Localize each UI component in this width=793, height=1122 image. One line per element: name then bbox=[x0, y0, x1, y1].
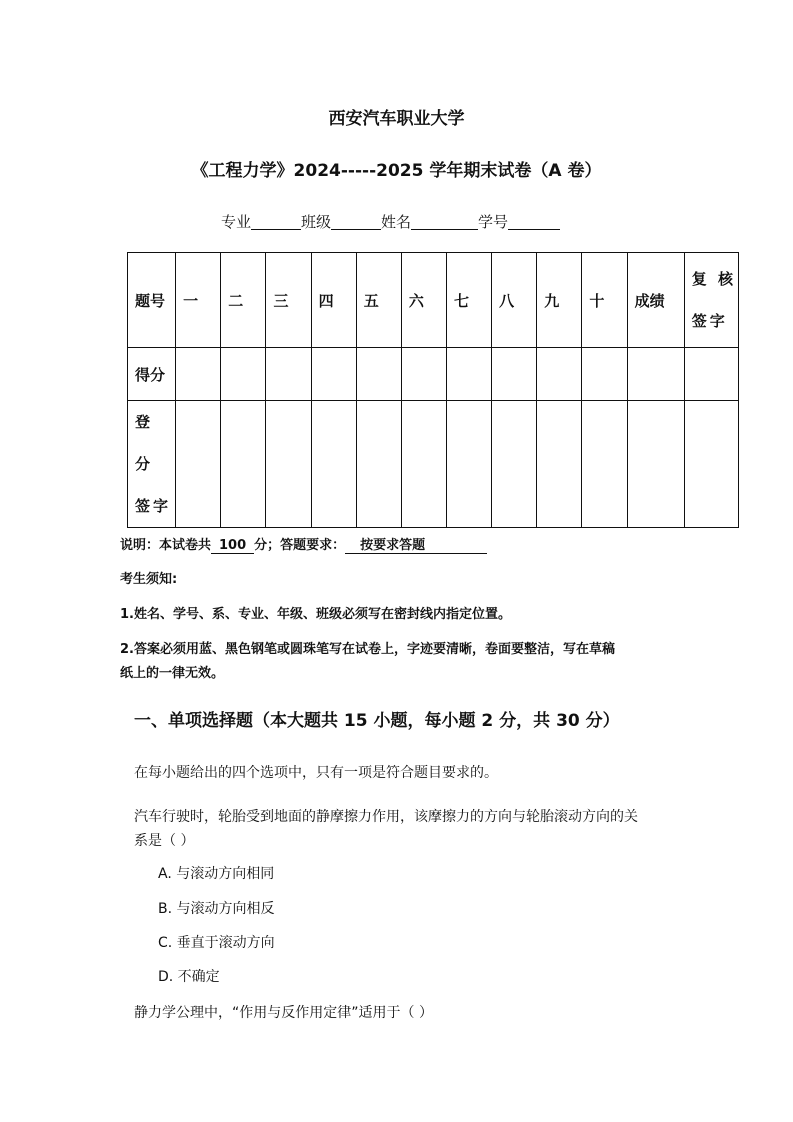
column-header: 三 bbox=[266, 253, 311, 348]
signer-cell[interactable] bbox=[266, 401, 311, 528]
question-1-line-2: 系是（ ） bbox=[134, 833, 195, 849]
column-header: 十 bbox=[582, 253, 627, 348]
score-cell[interactable] bbox=[221, 348, 266, 401]
id-blank[interactable] bbox=[508, 215, 560, 230]
signer-cell[interactable] bbox=[401, 401, 446, 528]
review-line-1: 复 核 bbox=[691, 270, 736, 288]
review-signature-header bbox=[684, 253, 738, 348]
score-cell[interactable] bbox=[627, 348, 684, 401]
signer-row-label bbox=[128, 401, 176, 528]
desc-prefix: 说明：本试卷共 bbox=[120, 538, 212, 553]
exam-description bbox=[120, 534, 487, 554]
total-score: 100 bbox=[211, 538, 254, 554]
name-blank[interactable] bbox=[411, 215, 478, 230]
score-cell[interactable] bbox=[492, 348, 537, 401]
score-cell[interactable] bbox=[266, 348, 311, 401]
column-header: 五 bbox=[356, 253, 401, 348]
section-intro: 在每小题给出的四个选项中，只有一项是符合题目要求的。 bbox=[134, 765, 498, 781]
column-header: 二 bbox=[221, 253, 266, 348]
review-line-2: 签字 bbox=[691, 312, 728, 330]
question-1-line-1: 汽车行驶时，轮胎受到地面的静摩擦力作用，该摩擦力的方向与轮胎滚动方向的关 bbox=[134, 809, 638, 825]
signer-cell[interactable] bbox=[447, 401, 492, 528]
table-header-row bbox=[128, 253, 739, 348]
major-label: 专业 bbox=[221, 213, 252, 231]
signer-cell[interactable] bbox=[582, 401, 627, 528]
option-d[interactable]: D. 不确定 bbox=[158, 969, 220, 985]
score-row-label: 得分 bbox=[128, 348, 176, 401]
signer-line-2: 签字 bbox=[135, 497, 172, 515]
column-header: 七 bbox=[447, 253, 492, 348]
score-cell[interactable] bbox=[537, 348, 582, 401]
class-label: 班级 bbox=[301, 213, 332, 231]
signer-cell[interactable] bbox=[627, 401, 684, 528]
column-header: 一 bbox=[176, 253, 221, 348]
score-row bbox=[128, 348, 739, 401]
name-label: 姓名 bbox=[381, 213, 412, 231]
exam-title: 《工程力学》2024-----2025 学年期末试卷（A 卷） bbox=[191, 161, 602, 181]
notice-title: 考生须知: bbox=[120, 572, 178, 587]
notice-rule-1: 1.姓名、学号、系、专业、年级、班级必须写在密封线内指定位置。 bbox=[120, 607, 511, 622]
column-header: 八 bbox=[492, 253, 537, 348]
answer-requirement: 按要求答题 bbox=[345, 538, 487, 554]
option-b[interactable]: B. 与滚动方向相反 bbox=[158, 901, 275, 917]
student-info-line bbox=[221, 211, 560, 232]
notice-rule-2-line-2: 纸上的一律无效。 bbox=[120, 666, 225, 681]
question-number-label: 题号 bbox=[128, 253, 176, 348]
signer-row bbox=[128, 401, 739, 528]
signer-cell[interactable] bbox=[537, 401, 582, 528]
column-header: 六 bbox=[401, 253, 446, 348]
section-title: 一、单项选择题（本大题共 15 小题，每小题 2 分，共 30 分） bbox=[134, 711, 620, 731]
signer-cell[interactable] bbox=[356, 401, 401, 528]
score-table bbox=[127, 252, 739, 528]
major-blank[interactable] bbox=[251, 215, 301, 230]
signer-cell[interactable] bbox=[311, 401, 356, 528]
signer-line-1: 登 分 bbox=[135, 413, 154, 473]
option-a[interactable]: A. 与滚动方向相同 bbox=[158, 866, 275, 882]
score-cell[interactable] bbox=[176, 348, 221, 401]
question-2: 静力学公理中，“作用与反作用定律”适用于（ ） bbox=[134, 1005, 433, 1021]
score-cell[interactable] bbox=[401, 348, 446, 401]
notice-rule-2-line-1: 2.答案必须用蓝、黑色钢笔或圆珠笔写在试卷上，字迹要清晰，卷面要整洁，写在草稿 bbox=[120, 642, 615, 657]
column-header: 四 bbox=[311, 253, 356, 348]
column-header: 成绩 bbox=[627, 253, 684, 348]
signer-cell[interactable] bbox=[221, 401, 266, 528]
class-blank[interactable] bbox=[331, 215, 381, 230]
desc-middle: 分；答题要求： bbox=[254, 538, 346, 553]
score-cell[interactable] bbox=[447, 348, 492, 401]
signer-cell[interactable] bbox=[684, 401, 738, 528]
column-header: 九 bbox=[537, 253, 582, 348]
score-cell[interactable] bbox=[311, 348, 356, 401]
score-cell[interactable] bbox=[582, 348, 627, 401]
signer-cell[interactable] bbox=[492, 401, 537, 528]
signer-cell[interactable] bbox=[176, 401, 221, 528]
score-cell[interactable] bbox=[356, 348, 401, 401]
option-c[interactable]: C. 垂直于滚动方向 bbox=[158, 935, 275, 951]
id-label: 学号 bbox=[478, 213, 509, 231]
score-cell[interactable] bbox=[684, 348, 738, 401]
school-name: 西安汽车职业大学 bbox=[328, 109, 465, 129]
